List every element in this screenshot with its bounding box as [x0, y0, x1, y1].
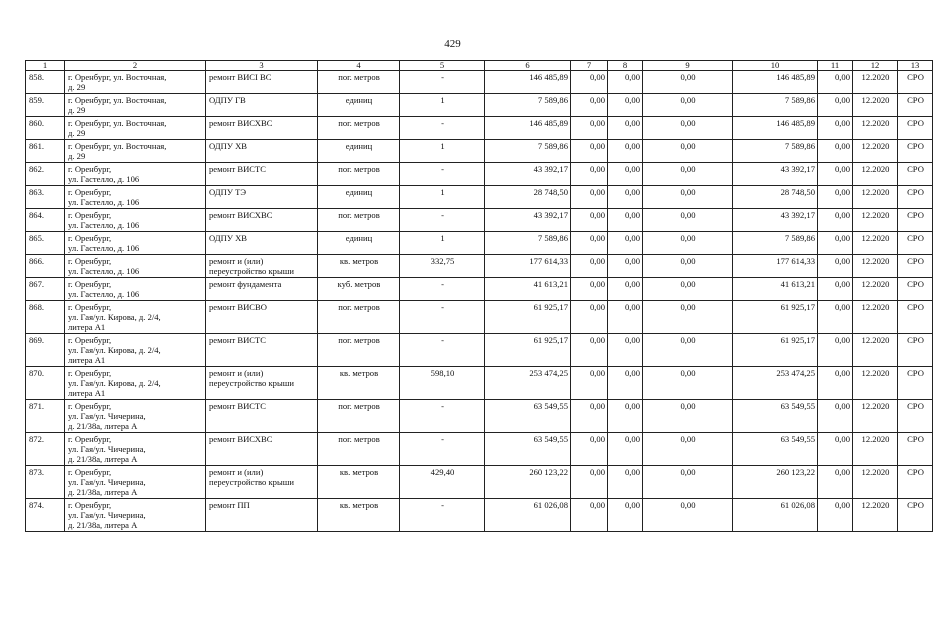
address-cell: г. Оренбург, ул. Гастелло, д. 106	[65, 232, 206, 255]
total-cost-cell: 28 748,50	[485, 186, 571, 209]
total-cost-cell: 7 589,86	[485, 232, 571, 255]
cost-col8-cell: 0,00	[608, 163, 643, 186]
column-header: 2	[65, 61, 206, 71]
funding-source-cell: СРО	[898, 209, 933, 232]
row-number: 865.	[26, 232, 65, 255]
cost-col9-cell: 0,00	[643, 400, 733, 433]
cost-col9-cell: 0,00	[643, 367, 733, 400]
cost-col8-cell: 0,00	[608, 232, 643, 255]
cost-col10-cell: 146 485,89	[733, 71, 818, 94]
table-row	[26, 186, 933, 209]
unit-cell: пог. метров	[318, 209, 400, 232]
cost-col10-cell: 63 549,55	[733, 400, 818, 433]
row-number: 874.	[26, 499, 65, 532]
column-header: 7	[571, 61, 608, 71]
cost-col7-cell: 0,00	[571, 334, 608, 367]
address-cell: г. Оренбург, ул. Гастелло, д. 106	[65, 255, 206, 278]
row-number: 866.	[26, 255, 65, 278]
table-row	[26, 94, 933, 117]
work-type-cell: ремонт ВИСТС	[206, 163, 318, 186]
volume-cell: -	[400, 71, 485, 94]
table-row	[26, 466, 933, 499]
cost-col8-cell: 0,00	[608, 334, 643, 367]
funding-source-cell: СРО	[898, 278, 933, 301]
volume-cell: 1	[400, 94, 485, 117]
funding-source-cell: СРО	[898, 466, 933, 499]
cost-col8-cell: 0,00	[608, 186, 643, 209]
address-cell: г. Оренбург, ул. Гая/ул. Чичерина, д. 21/38а, литера А	[65, 466, 206, 499]
row-number: 873.	[26, 466, 65, 499]
cost-col11-cell: 0,00	[818, 367, 853, 400]
cost-col10-cell: 260 123,22	[733, 466, 818, 499]
cost-col7-cell: 0,00	[571, 209, 608, 232]
work-type-cell: ремонт ВИСХВС	[206, 433, 318, 466]
row-number: 872.	[26, 433, 65, 466]
work-type-cell: ОДПУ ГВ	[206, 94, 318, 117]
unit-cell: кв. метров	[318, 499, 400, 532]
cost-col7-cell: 0,00	[571, 466, 608, 499]
cost-col11-cell: 0,00	[818, 117, 853, 140]
cost-col8-cell: 0,00	[608, 278, 643, 301]
cost-col8-cell: 0,00	[608, 255, 643, 278]
column-header: 9	[643, 61, 733, 71]
cost-col8-cell: 0,00	[608, 71, 643, 94]
table-row	[26, 334, 933, 367]
cost-col7-cell: 0,00	[571, 255, 608, 278]
cost-col10-cell: 61 925,17	[733, 334, 818, 367]
funding-source-cell: СРО	[898, 94, 933, 117]
row-number: 867.	[26, 278, 65, 301]
total-cost-cell: 43 392,17	[485, 163, 571, 186]
work-type-cell: ремонт фундамента	[206, 278, 318, 301]
total-cost-cell: 7 589,86	[485, 140, 571, 163]
cost-col9-cell: 0,00	[643, 71, 733, 94]
cost-col9-cell: 0,00	[643, 334, 733, 367]
unit-cell: пог. метров	[318, 433, 400, 466]
cost-col11-cell: 0,00	[818, 255, 853, 278]
unit-cell: пог. метров	[318, 301, 400, 334]
cost-col7-cell: 0,00	[571, 163, 608, 186]
cost-col11-cell: 0,00	[818, 71, 853, 94]
cost-col8-cell: 0,00	[608, 140, 643, 163]
table-row	[26, 140, 933, 163]
table-row	[26, 163, 933, 186]
table-row	[26, 232, 933, 255]
completion-date-cell: 12.2020	[853, 232, 898, 255]
volume-cell: 332,75	[400, 255, 485, 278]
completion-date-cell: 12.2020	[853, 400, 898, 433]
work-type-cell: ремонт ВИСХВС	[206, 209, 318, 232]
cost-col11-cell: 0,00	[818, 232, 853, 255]
funding-source-cell: СРО	[898, 163, 933, 186]
unit-cell: кв. метров	[318, 255, 400, 278]
cost-col8-cell: 0,00	[608, 466, 643, 499]
funding-source-cell: СРО	[898, 255, 933, 278]
table-header	[26, 61, 933, 71]
cost-col7-cell: 0,00	[571, 433, 608, 466]
funding-source-cell: СРО	[898, 186, 933, 209]
cost-col11-cell: 0,00	[818, 94, 853, 117]
address-cell: г. Оренбург, ул. Гастелло, д. 106	[65, 186, 206, 209]
total-cost-cell: 146 485,89	[485, 71, 571, 94]
table-row	[26, 301, 933, 334]
total-cost-cell: 260 123,22	[485, 466, 571, 499]
work-type-cell: ремонт ВИСТС	[206, 334, 318, 367]
work-type-cell: ремонт ВИСТС	[206, 400, 318, 433]
column-header: 8	[608, 61, 643, 71]
column-header: 12	[853, 61, 898, 71]
cost-col9-cell: 0,00	[643, 466, 733, 499]
column-header: 10	[733, 61, 818, 71]
cost-col11-cell: 0,00	[818, 400, 853, 433]
address-cell: г. Оренбург, ул. Гая/ул. Чичерина, д. 21/38а, литера А	[65, 400, 206, 433]
unit-cell: кв. метров	[318, 466, 400, 499]
total-cost-cell: 43 392,17	[485, 209, 571, 232]
cost-col8-cell: 0,00	[608, 400, 643, 433]
work-type-cell: ОДПУ ХВ	[206, 232, 318, 255]
work-type-cell: ОДПУ ХВ	[206, 140, 318, 163]
total-cost-cell: 41 613,21	[485, 278, 571, 301]
total-cost-cell: 61 925,17	[485, 301, 571, 334]
row-number: 871.	[26, 400, 65, 433]
address-cell: г. Оренбург, ул. Гая/ул. Чичерина, д. 21/38а, литера А	[65, 499, 206, 532]
completion-date-cell: 12.2020	[853, 367, 898, 400]
column-header: 4	[318, 61, 400, 71]
volume-cell: -	[400, 301, 485, 334]
funding-source-cell: СРО	[898, 140, 933, 163]
completion-date-cell: 12.2020	[853, 255, 898, 278]
completion-date-cell: 12.2020	[853, 140, 898, 163]
volume-cell: 598,10	[400, 367, 485, 400]
cost-col9-cell: 0,00	[643, 499, 733, 532]
funding-source-cell: СРО	[898, 400, 933, 433]
cost-col8-cell: 0,00	[608, 209, 643, 232]
work-type-cell: ремонт и (или) переустройство крыши	[206, 367, 318, 400]
column-header: 5	[400, 61, 485, 71]
cost-col7-cell: 0,00	[571, 117, 608, 140]
column-header: 13	[898, 61, 933, 71]
volume-cell: -	[400, 278, 485, 301]
cost-col10-cell: 7 589,86	[733, 140, 818, 163]
completion-date-cell: 12.2020	[853, 209, 898, 232]
total-cost-cell: 177 614,33	[485, 255, 571, 278]
cost-col11-cell: 0,00	[818, 433, 853, 466]
address-cell: г. Оренбург, ул. Восточная, д. 29	[65, 94, 206, 117]
cost-col11-cell: 0,00	[818, 499, 853, 532]
completion-date-cell: 12.2020	[853, 71, 898, 94]
unit-cell: пог. метров	[318, 117, 400, 140]
volume-cell: -	[400, 499, 485, 532]
page-number: 429	[444, 38, 461, 50]
completion-date-cell: 12.2020	[853, 334, 898, 367]
cost-col11-cell: 0,00	[818, 334, 853, 367]
unit-cell: единиц	[318, 94, 400, 117]
total-cost-cell: 63 549,55	[485, 433, 571, 466]
funding-source-cell: СРО	[898, 301, 933, 334]
cost-col10-cell: 7 589,86	[733, 94, 818, 117]
volume-cell: -	[400, 163, 485, 186]
work-type-cell: ремонт ВИСВО	[206, 301, 318, 334]
row-number: 862.	[26, 163, 65, 186]
table-row	[26, 367, 933, 400]
table-row	[26, 278, 933, 301]
row-number: 858.	[26, 71, 65, 94]
cost-col11-cell: 0,00	[818, 140, 853, 163]
completion-date-cell: 12.2020	[853, 301, 898, 334]
cost-col9-cell: 0,00	[643, 433, 733, 466]
cost-col11-cell: 0,00	[818, 209, 853, 232]
row-number: 861.	[26, 140, 65, 163]
cost-col10-cell: 43 392,17	[733, 163, 818, 186]
cost-col8-cell: 0,00	[608, 301, 643, 334]
unit-cell: кв. метров	[318, 367, 400, 400]
work-type-cell: ремонт ВИСI ВС	[206, 71, 318, 94]
total-cost-cell: 63 549,55	[485, 400, 571, 433]
column-header: 1	[26, 61, 65, 71]
cost-col9-cell: 0,00	[643, 209, 733, 232]
row-number: 868.	[26, 301, 65, 334]
cost-col10-cell: 61 026,08	[733, 499, 818, 532]
address-cell: г. Оренбург, ул. Гастелло, д. 106	[65, 163, 206, 186]
cost-col7-cell: 0,00	[571, 301, 608, 334]
cost-col9-cell: 0,00	[643, 278, 733, 301]
address-cell: г. Оренбург, ул. Гастелло, д. 106	[65, 278, 206, 301]
table-row	[26, 71, 933, 94]
cost-col7-cell: 0,00	[571, 499, 608, 532]
funding-source-cell: СРО	[898, 334, 933, 367]
cost-col9-cell: 0,00	[643, 301, 733, 334]
completion-date-cell: 12.2020	[853, 186, 898, 209]
cost-col9-cell: 0,00	[643, 255, 733, 278]
unit-cell: пог. метров	[318, 334, 400, 367]
cost-col9-cell: 0,00	[643, 140, 733, 163]
cost-col9-cell: 0,00	[643, 163, 733, 186]
cost-col7-cell: 0,00	[571, 278, 608, 301]
cost-col11-cell: 0,00	[818, 466, 853, 499]
table-row	[26, 499, 933, 532]
unit-cell: единиц	[318, 186, 400, 209]
work-type-cell: ремонт и (или) переустройство крыши	[206, 255, 318, 278]
table-body	[26, 71, 933, 532]
unit-cell: пог. метров	[318, 163, 400, 186]
address-cell: г. Оренбург, ул. Гая/ул. Кирова, д. 2/4, литера А1	[65, 334, 206, 367]
cost-col8-cell: 0,00	[608, 499, 643, 532]
funding-source-cell: СРО	[898, 232, 933, 255]
cost-col7-cell: 0,00	[571, 367, 608, 400]
total-cost-cell: 146 485,89	[485, 117, 571, 140]
volume-cell: 1	[400, 232, 485, 255]
address-cell: г. Оренбург, ул. Восточная, д. 29	[65, 71, 206, 94]
row-number: 870.	[26, 367, 65, 400]
completion-date-cell: 12.2020	[853, 466, 898, 499]
cost-col11-cell: 0,00	[818, 278, 853, 301]
row-number: 860.	[26, 117, 65, 140]
address-cell: г. Оренбург, ул. Восточная, д. 29	[65, 140, 206, 163]
volume-cell: 429,40	[400, 466, 485, 499]
completion-date-cell: 12.2020	[853, 94, 898, 117]
work-type-cell: ремонт и (или) переустройство крыши	[206, 466, 318, 499]
cost-col9-cell: 0,00	[643, 117, 733, 140]
cost-col7-cell: 0,00	[571, 400, 608, 433]
cost-col10-cell: 63 549,55	[733, 433, 818, 466]
table-row	[26, 209, 933, 232]
unit-cell: куб. метров	[318, 278, 400, 301]
completion-date-cell: 12.2020	[853, 499, 898, 532]
cost-col10-cell: 253 474,25	[733, 367, 818, 400]
cost-col10-cell: 146 485,89	[733, 117, 818, 140]
total-cost-cell: 7 589,86	[485, 94, 571, 117]
volume-cell: -	[400, 433, 485, 466]
unit-cell: единиц	[318, 232, 400, 255]
funding-source-cell: СРО	[898, 499, 933, 532]
row-number: 864.	[26, 209, 65, 232]
total-cost-cell: 61 026,08	[485, 499, 571, 532]
total-cost-cell: 61 925,17	[485, 334, 571, 367]
cost-col10-cell: 177 614,33	[733, 255, 818, 278]
work-type-cell: ремонт ВИСХВС	[206, 117, 318, 140]
cost-col8-cell: 0,00	[608, 367, 643, 400]
cost-col10-cell: 28 748,50	[733, 186, 818, 209]
cost-col11-cell: 0,00	[818, 186, 853, 209]
column-header: 3	[206, 61, 318, 71]
cost-col11-cell: 0,00	[818, 163, 853, 186]
work-type-cell: ОДПУ ТЭ	[206, 186, 318, 209]
cost-col10-cell: 41 613,21	[733, 278, 818, 301]
row-number: 863.	[26, 186, 65, 209]
funding-source-cell: СРО	[898, 433, 933, 466]
volume-cell: -	[400, 209, 485, 232]
completion-date-cell: 12.2020	[853, 433, 898, 466]
cost-col9-cell: 0,00	[643, 94, 733, 117]
funding-source-cell: СРО	[898, 71, 933, 94]
funding-source-cell: СРО	[898, 117, 933, 140]
unit-cell: пог. метров	[318, 400, 400, 433]
unit-cell: пог. метров	[318, 71, 400, 94]
address-cell: г. Оренбург, ул. Гая/ул. Кирова, д. 2/4, литера А1	[65, 301, 206, 334]
table-row	[26, 255, 933, 278]
cost-col10-cell: 61 925,17	[733, 301, 818, 334]
header-row	[26, 61, 933, 71]
row-number: 859.	[26, 94, 65, 117]
registry-table	[25, 60, 933, 532]
cost-col9-cell: 0,00	[643, 232, 733, 255]
table-row	[26, 400, 933, 433]
cost-col8-cell: 0,00	[608, 117, 643, 140]
cost-col7-cell: 0,00	[571, 140, 608, 163]
cost-col7-cell: 0,00	[571, 232, 608, 255]
row-number: 869.	[26, 334, 65, 367]
unit-cell: единиц	[318, 140, 400, 163]
cost-col10-cell: 43 392,17	[733, 209, 818, 232]
cost-col8-cell: 0,00	[608, 94, 643, 117]
column-header: 6	[485, 61, 571, 71]
cost-col7-cell: 0,00	[571, 71, 608, 94]
cost-col7-cell: 0,00	[571, 186, 608, 209]
volume-cell: -	[400, 334, 485, 367]
work-type-cell: ремонт ПП	[206, 499, 318, 532]
address-cell: г. Оренбург, ул. Гая/ул. Чичерина, д. 21/38а, литера А	[65, 433, 206, 466]
cost-col11-cell: 0,00	[818, 301, 853, 334]
volume-cell: 1	[400, 186, 485, 209]
completion-date-cell: 12.2020	[853, 117, 898, 140]
cost-col8-cell: 0,00	[608, 433, 643, 466]
column-header: 11	[818, 61, 853, 71]
funding-source-cell: СРО	[898, 367, 933, 400]
volume-cell: 1	[400, 140, 485, 163]
address-cell: г. Оренбург, ул. Восточная, д. 29	[65, 117, 206, 140]
address-cell: г. Оренбург, ул. Гастелло, д. 106	[65, 209, 206, 232]
total-cost-cell: 253 474,25	[485, 367, 571, 400]
cost-col7-cell: 0,00	[571, 94, 608, 117]
volume-cell: -	[400, 400, 485, 433]
table-row	[26, 117, 933, 140]
cost-col10-cell: 7 589,86	[733, 232, 818, 255]
cost-col9-cell: 0,00	[643, 186, 733, 209]
completion-date-cell: 12.2020	[853, 163, 898, 186]
volume-cell: -	[400, 117, 485, 140]
address-cell: г. Оренбург, ул. Гая/ул. Кирова, д. 2/4, литера А1	[65, 367, 206, 400]
completion-date-cell: 12.2020	[853, 278, 898, 301]
table-row	[26, 433, 933, 466]
